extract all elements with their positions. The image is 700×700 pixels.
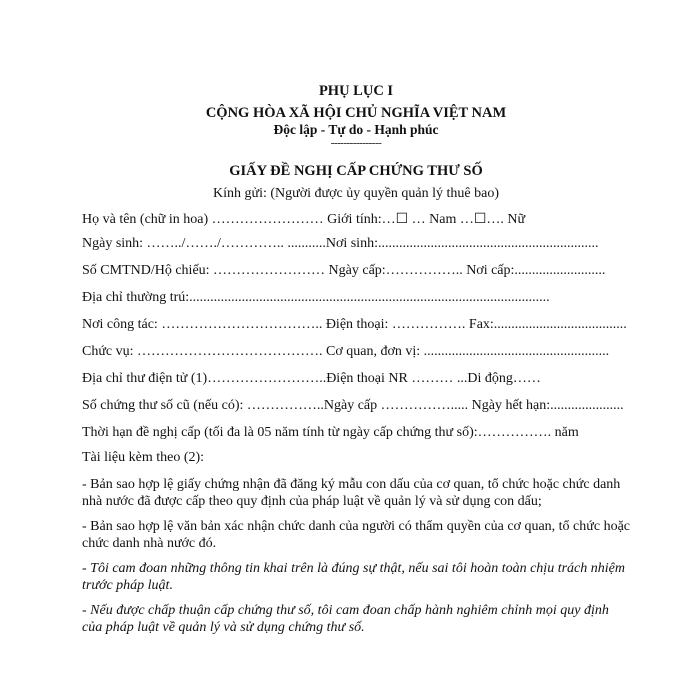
heading-rule: ---------------- <box>330 137 382 149</box>
email-field: Địa chỉ thư điện tử (1)……………………..Điện thoại NR ……… ...Di động…… <box>82 371 541 386</box>
residence-field: Địa chỉ thường trú:....................................................................................................... <box>82 290 550 305</box>
attachment-paragraph-1: - Bản sao hợp lệ giấy chứng nhận đã đăng ký mẫu con dấu của cơ quan, tổ chức hoặc chức danh nhà nước đã được cấp theo quy định của pháp luật về quản lý và sử dụng con dấu; <box>82 477 621 509</box>
declaration-paragraph-2: - Nếu được chấp thuận cấp chứng thư số, tôi cam đoan chấp hành nghiêm chỉnh mọi quy định của pháp luật về quản lý và sử dụng chứng thư số. <box>82 603 609 635</box>
motto-heading: Độc lập - Tự do - Hạnh phúc <box>273 122 439 137</box>
old-cert-field: Số chứng thư số cũ (nếu có): ……………..Ngày cấp ……………..... Ngày hết hạn:..................... <box>82 398 624 413</box>
id-field: Số CMTND/Hộ chiếu: …………………… Ngày cấp:…………….. Nơi cấp:.......................... <box>82 263 606 278</box>
workplace-field: Nơi công tác: …………………………….. Điện thoại: ……………. Fax:...................................... <box>82 317 627 332</box>
form-title: GIẤY ĐỀ NGHỊ CẤP CHỨNG THƯ SỐ <box>229 163 483 179</box>
appendix-heading: PHỤ LỤC I <box>318 83 394 99</box>
attachments-label: Tài liệu kèm theo (2): <box>82 450 205 465</box>
birth-field: Ngày sinh: ……../……./………….. ...........Nơi sinh:............................................................... <box>82 236 599 251</box>
declaration-paragraph-1: - Tôi cam đoan những thông tin khai trên là đúng sự thật, nếu sai tôi hoàn toàn chịu trách nhiệm trước pháp luật. <box>82 561 625 593</box>
position-field: Chức vụ: …………………………………. Cơ quan, đơn vị: ..................................................... <box>82 344 610 359</box>
country-heading: CỘNG HÒA XÃ HỘI CHỦ NGHĨA VIỆT NAM <box>205 105 507 121</box>
addressee-line: Kính gửi: (Người được ủy quyền quản lý thuê bao) <box>212 186 500 201</box>
attachment-paragraph-2: - Bản sao hợp lệ văn bản xác nhận chức danh của người có thẩm quyền của cơ quan, tổ chức hoặc chức danh nhà nước đó. <box>82 519 631 551</box>
term-field: Thời hạn đề nghị cấp (tối đa là 05 năm tính từ ngày cấp chứng thư số):……………. năm <box>82 425 579 440</box>
name-gender-field: Họ và tên (chữ in hoa) …………………… Giới tính:…☐ … Nam …☐…. Nữ <box>82 212 526 227</box>
